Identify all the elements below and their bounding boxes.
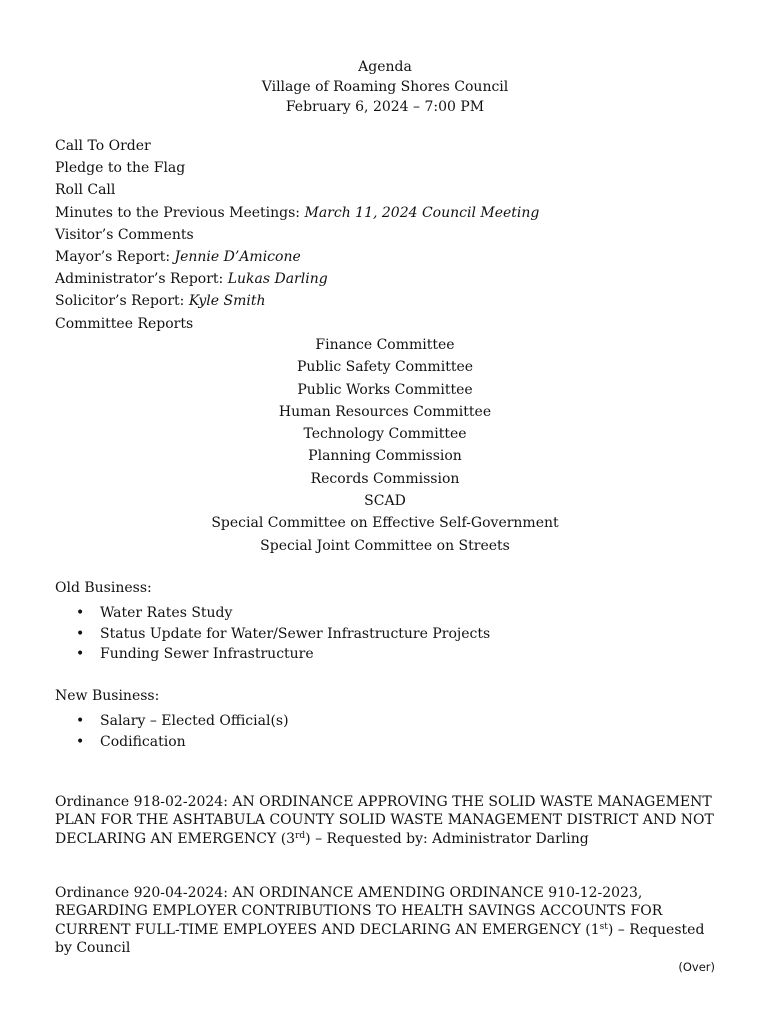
- agenda-item: Visitor’s Comments: [55, 226, 194, 243]
- list-item: • Water Rates Study: [55, 603, 490, 624]
- ordinance-918: Ordinance 918-02-2024: AN ORDINANCE APPROVING THE SOLID WASTE MANAGEMENT PLAN FOR THE ASHTABULA COUNTY SOLID WASTE MANAGEMENT DISTRICT AND NOT DECLARING AN EMERGENCY (3rd) – Requested by: Administrator Darling: [55, 794, 714, 847]
- new-business-list: [55, 711, 289, 752]
- committee-item: Special Joint Committee on Streets: [260, 537, 510, 554]
- committee-item: Technology Committee: [303, 426, 467, 443]
- list-item: • Status Update for Water/Sewer Infrastructure Projects: [55, 624, 490, 645]
- agenda-item: Mayor’s Report: Jennie D’Amicone: [55, 249, 301, 266]
- agenda-item: Solicitor’s Report: Kyle Smith: [55, 293, 266, 310]
- agenda-item: Committee Reports: [55, 315, 194, 332]
- agenda-title: Agenda: [358, 59, 412, 75]
- agenda-item: Administrator’s Report: Lukas Darling: [55, 271, 328, 288]
- committee-item: Public Works Committee: [297, 381, 473, 398]
- agenda-item-detail: Jennie D’Amicone: [174, 249, 301, 266]
- list-item: • Funding Sewer Infrastructure: [55, 644, 490, 665]
- bullet-icon: •: [76, 625, 85, 642]
- committee-item: Special Committee on Effective Self-Government: [211, 515, 559, 532]
- agenda-item: Call To Order: [55, 138, 151, 154]
- bullet-icon: •: [76, 733, 85, 750]
- agenda-item: Minutes to the Previous Meetings: March 11, 2024 Council Meeting: [55, 204, 540, 221]
- committee-list: [0, 334, 770, 557]
- committee-item: SCAD: [364, 493, 406, 510]
- committee-item: Public Safety Committee: [296, 359, 474, 376]
- committee-item: Records Commission: [310, 470, 460, 487]
- agenda-item: Pledge to the Flag: [55, 160, 186, 177]
- old-business-label: Old Business:: [55, 580, 152, 596]
- bullet-icon: •: [76, 713, 85, 729]
- agenda-header: [0, 57, 770, 117]
- bullet-icon: •: [76, 605, 85, 621]
- continued-note: (Over): [678, 960, 715, 974]
- agenda-item-detail: Kyle Smith: [188, 293, 266, 310]
- agenda-item-detail: Lukas Darling: [227, 271, 328, 288]
- list-item: • Salary – Elected Official(s): [55, 711, 289, 732]
- old-business-list: [55, 603, 490, 665]
- committee-item: Planning Commission: [308, 448, 462, 465]
- committee-item: Finance Committee: [315, 337, 455, 353]
- ordinance-920: Ordinance 920-04-2024: AN ORDINANCE AMENDING ORDINANCE 910-12-2023, REGARDING EMPLOYER CONTRIBUTIONS TO HEALTH SAVINGS ACCOUNTS FOR CURRENT FULL-TIME EMPLOYEES AND DECLARING AN EMERGENCY (1st) – Requested by Council: [55, 885, 705, 956]
- agenda-item-detail: March 11, 2024 Council Meeting: [304, 204, 540, 221]
- list-item: • Codification: [55, 732, 289, 753]
- bullet-icon: •: [76, 646, 85, 663]
- agenda-item: Roll Call: [55, 182, 116, 199]
- new-business-label: New Business:: [55, 688, 160, 704]
- agenda-items: [55, 135, 539, 335]
- organization-name: Village of Roaming Shores Council: [261, 79, 509, 95]
- meeting-date: February 6, 2024 – 7:00 PM: [285, 99, 485, 115]
- committee-item: Human Resources Committee: [278, 403, 492, 420]
